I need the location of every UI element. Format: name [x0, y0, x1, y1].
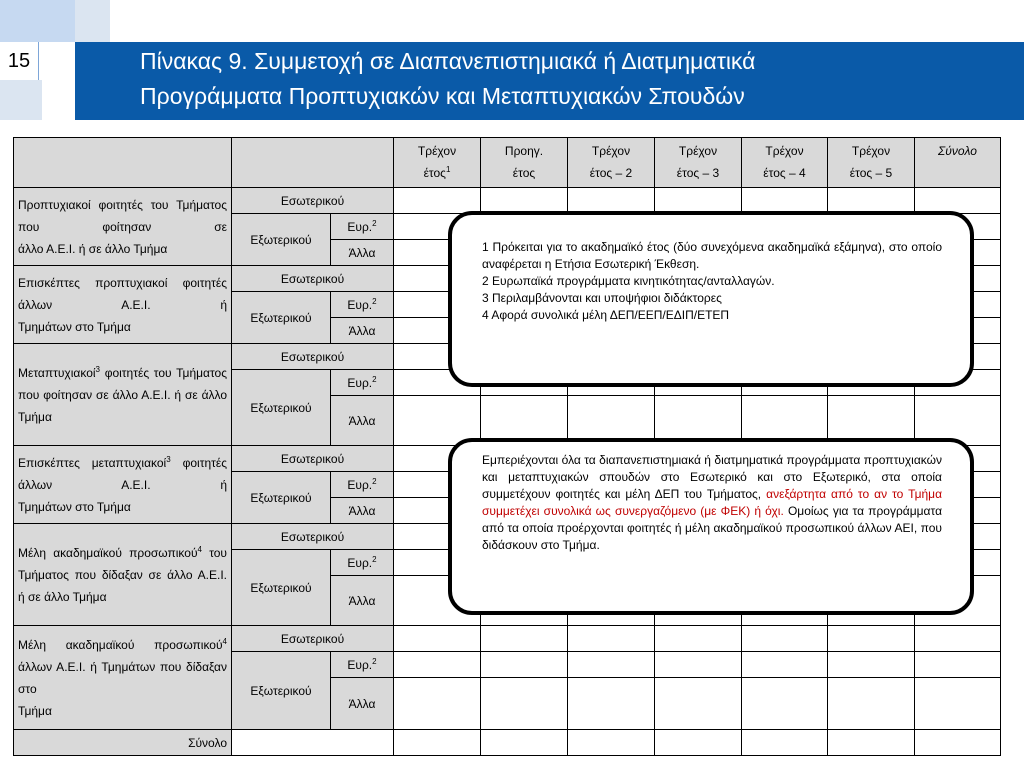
header-current-year: Τρέχον έτος$^1$ — [394, 138, 481, 188]
row-label-postgrad-out: Μεταπτυχιακοί$^3$ φοιτητές του Τμήματος που φοίτησαν σε άλλο Α.Ε.Ι. ή σε άλλο Τμήμα — [14, 344, 232, 446]
explanation-callout — [448, 438, 974, 615]
external-label: Εξωτερικού — [232, 214, 331, 266]
external-label: Εξωτερικού — [232, 652, 331, 730]
table-row — [14, 188, 1001, 214]
cell[interactable] — [915, 730, 1001, 756]
eur-label: Ευρ.$^2$ — [331, 370, 394, 396]
total-label: Σύνολο — [14, 730, 232, 756]
footnotes-callout — [448, 211, 974, 387]
cell[interactable] — [742, 678, 828, 730]
header-year-minus-2: Τρέχον έτος – 2 — [568, 138, 655, 188]
cell[interactable] — [481, 652, 568, 678]
cell[interactable] — [915, 678, 1001, 730]
cell[interactable] — [394, 652, 481, 678]
footnote-3: 3 Περιλαμβάνονται και υποψήφιοι διδάκτορες — [482, 291, 722, 305]
row-label-postgrad-in: Επισκέπτες μεταπτυχιακοί$^3$ φοιτητές άλλων Α.Ε.Ι. ή Τμημάτων στο Τμήμα — [14, 446, 232, 524]
footnote-4: 4 Αφορά συνολικά μέλη ΔΕΠ/ΕΕΠ/ΕΔΙΠ/ΕΤΕΠ — [482, 308, 730, 322]
cell[interactable] — [742, 626, 828, 652]
external-label: Εξωτερικού — [232, 550, 331, 626]
header-year-minus-4: Τρέχον έτος – 4 — [742, 138, 828, 188]
cell[interactable] — [742, 730, 828, 756]
cell[interactable] — [232, 730, 394, 756]
cell[interactable] — [394, 188, 481, 214]
external-label: Εξωτερικού — [232, 472, 331, 524]
footnote-1: 1 Πρόκειται για το ακαδημαϊκό έτος (δύο συνεχόμενα ακαδημαϊκά εξάμηνα), στο οποίο αναφέρεται η Ετήσια Εσωτερική Έκθεση. — [482, 240, 942, 271]
eur-label: Ευρ.$^2$ — [331, 472, 394, 498]
row-label-undergrad-out: Προπτυχιακοί φοιτητές του Τμήματος που φοίτησαν σε άλλο Α.Ε.Ι. ή σε άλλο Τμήμα — [14, 188, 232, 266]
other-label: Άλλα — [331, 576, 394, 626]
other-label: Άλλα — [331, 678, 394, 730]
internal-label: Εσωτερικού — [232, 626, 394, 652]
cell[interactable] — [828, 188, 915, 214]
row-label-staff-in: Μέλη ακαδημαϊκού προσωπικού$^4$ άλλων Α.Ε.Ι. ή Τμημάτων που δίδαξαν στο Τμήμα — [14, 626, 232, 730]
footnote-2: 2 Ευρωπαϊκά προγράμματα κινητικότητας/ανταλλαγών. — [482, 274, 775, 288]
header-year-minus-3: Τρέχον έτος – 3 — [655, 138, 742, 188]
other-label: Άλλα — [331, 498, 394, 524]
other-label: Άλλα — [331, 396, 394, 446]
eur-label: Ευρ.$^2$ — [331, 550, 394, 576]
row-label-staff-out: Μέλη ακαδημαϊκού προσωπικού$^4$ του Τμήματος που δίδαξαν σε άλλο Α.Ε.Ι. ή σε άλλο Τμήμα — [14, 524, 232, 626]
title-line-2: Προγράμματα Προπτυχιακών και Μεταπτυχιακών Σπουδών — [140, 83, 745, 109]
decor-square-3 — [0, 80, 42, 120]
cell[interactable] — [481, 730, 568, 756]
slide-number: 15 — [0, 42, 39, 80]
other-label: Άλλα — [331, 240, 394, 266]
header-row — [14, 138, 1001, 188]
cell[interactable] — [655, 730, 742, 756]
external-label: Εξωτερικού — [232, 370, 331, 446]
cell[interactable] — [568, 678, 655, 730]
explanation-text-b: Ομοίως για τα προγράμματα από τα οποία προέρχονται φοιτητές ή μέλη ακαδημαϊκού προσωπικού άλλων ΑΕΙ, που διδάσκουν στο Τμήμα. — [482, 504, 943, 552]
header-year-minus-5: Τρέχον έτος – 5 — [828, 138, 915, 188]
cell[interactable] — [655, 678, 742, 730]
internal-label: Εσωτερικού — [232, 266, 394, 292]
other-label: Άλλα — [331, 318, 394, 344]
cell[interactable] — [394, 678, 481, 730]
cell[interactable] — [828, 678, 915, 730]
cell[interactable] — [481, 626, 568, 652]
cell[interactable] — [655, 188, 742, 214]
explanation-text-a: Εμπεριέχονται όλα τα διαπανεπιστημιακά ή διατμηματικά προγράμματα προπτυχιακών και μεταπτυχιακών σπουδών στο Εσωτερικό και στο Εξωτερικό, στα οποία συμμετέχουν φοιτητές και μέλη ΔΕΠ του Τμήματος, — [482, 453, 942, 501]
total-row — [14, 730, 1001, 756]
cell[interactable] — [568, 730, 655, 756]
header-previous-year: Προηγ. έτος — [481, 138, 568, 188]
slide-title — [140, 44, 1010, 114]
cell[interactable] — [742, 188, 828, 214]
cell[interactable] — [481, 678, 568, 730]
internal-label: Εσωτερικού — [232, 344, 394, 370]
internal-label: Εσωτερικού — [232, 446, 394, 472]
title-line-1: Πίνακας 9. Συμμετοχή σε Διαπανεπιστημιακά ή Διατμηματικά — [140, 48, 756, 74]
cell[interactable] — [828, 730, 915, 756]
eur-label: Ευρ.$^2$ — [331, 652, 394, 678]
cell[interactable] — [481, 188, 568, 214]
cell[interactable] — [655, 652, 742, 678]
header-total: Σύνολο — [915, 138, 1001, 188]
cell[interactable] — [568, 188, 655, 214]
cell[interactable] — [394, 626, 481, 652]
cell[interactable] — [568, 652, 655, 678]
eur-label: Ευρ.$^2$ — [331, 214, 394, 240]
cell[interactable] — [915, 188, 1001, 214]
internal-label: Εσωτερικού — [232, 188, 394, 214]
row-label-undergrad-in: Επισκέπτες προπτυχιακοί φοιτητές άλλων Α.Ε.Ι. ή Τμημάτων στο Τμήμα — [14, 266, 232, 344]
cell[interactable] — [828, 626, 915, 652]
table-row — [14, 626, 1001, 652]
internal-label: Εσωτερικού — [232, 524, 394, 550]
cell[interactable] — [655, 626, 742, 652]
cell[interactable] — [568, 626, 655, 652]
header-empty-1 — [14, 138, 232, 188]
explanation-text-highlight: ανεξάρτητα από το αν το Τμήμα συμμετέχει συνολικά ως συνεργαζόμενο (με ΦΕΚ) ή όχι. — [482, 487, 943, 518]
cell[interactable] — [915, 626, 1001, 652]
cell[interactable] — [915, 652, 1001, 678]
external-label: Εξωτερικού — [232, 292, 331, 344]
cell[interactable] — [828, 652, 915, 678]
eur-label: Ευρ.$^2$ — [331, 292, 394, 318]
cell[interactable] — [394, 730, 481, 756]
cell[interactable] — [742, 652, 828, 678]
decor-square-1 — [0, 0, 75, 42]
header-empty-2 — [232, 138, 394, 188]
